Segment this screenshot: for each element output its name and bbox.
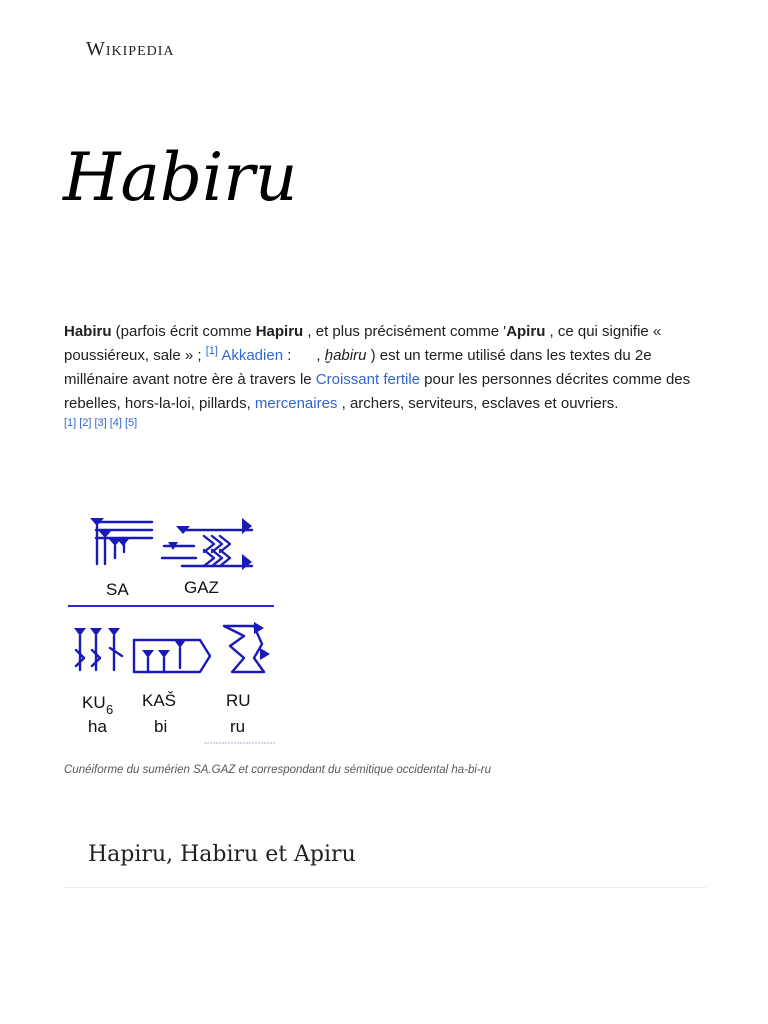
section-divider: [64, 887, 706, 888]
cuneiform-kas-sign: [134, 640, 210, 672]
wikipedia-logo[interactable]: Wikipedia: [86, 38, 175, 60]
page-title: Habiru: [63, 139, 298, 216]
figure-caption: Cunéiforme du sumérien SA.GAZ et correspondant du sémitique occidental ha-bi-ru: [64, 764, 491, 776]
link-akkadien[interactable]: Akkadien: [221, 347, 284, 364]
label-kas: KAŠ: [142, 691, 177, 710]
lead-text: ) est un terme utilisé dans les textes du 2e millénaire avant notre ère à travers le: [64, 347, 652, 388]
lead-text: pour les personnes décrites comme des rebelles, hors-la-loi, pillards,: [64, 371, 691, 412]
section-heading: Hapiru, Habiru et Apiru: [88, 842, 356, 867]
lead-text: , ce qui signifie « poussiéreux, sale » ;: [64, 323, 662, 364]
cuneiform-image: [64, 508, 280, 748]
lead-text: (parfois écrit comme: [111, 323, 256, 340]
label-gaz: GAZ: [184, 578, 219, 597]
reference-link[interactable]: [4]: [109, 417, 122, 429]
citation-link[interactable]: [1]: [205, 345, 218, 357]
cuneiform-ku-sign: [74, 628, 122, 670]
reference-link[interactable]: [5]: [124, 417, 138, 429]
cuneiform-gaz-sign: [162, 518, 252, 570]
label-sa: SA: [106, 580, 129, 599]
term-apiru: Apiru: [506, 323, 546, 340]
label-ru-lower: ru: [230, 717, 246, 736]
reference-links: [64, 416, 140, 430]
reference-link[interactable]: [3]: [94, 417, 107, 429]
lead-text: , et plus précisément comme ': [303, 323, 507, 340]
link-mercenaires[interactable]: mercenaires: [254, 395, 338, 412]
lead-text: , archers, serviteurs, esclaves et ouvriers.: [337, 395, 619, 412]
term-hapiru: Hapiru: [255, 323, 304, 340]
cuneiform-ru-sign: [224, 622, 270, 672]
label-ku-subscript: 6: [106, 702, 114, 717]
label-ku: KU: [82, 693, 106, 712]
label-bi: bi: [154, 717, 168, 736]
cuneiform-sa-sign: [90, 518, 152, 564]
cuneiform-figure[interactable]: [64, 508, 280, 748]
label-ru: RU: [226, 691, 251, 710]
lead-text: : ,: [283, 347, 325, 364]
term-habiru-akkadian: ḫabiru: [324, 347, 367, 364]
term-habiru: Habiru: [64, 323, 112, 340]
link-croissant-fertile[interactable]: Croissant fertile: [315, 371, 420, 388]
label-ha: ha: [88, 717, 107, 736]
reference-link[interactable]: [2]: [79, 417, 92, 429]
lead-paragraph: [64, 320, 704, 416]
reference-link[interactable]: [1]: [64, 417, 77, 429]
